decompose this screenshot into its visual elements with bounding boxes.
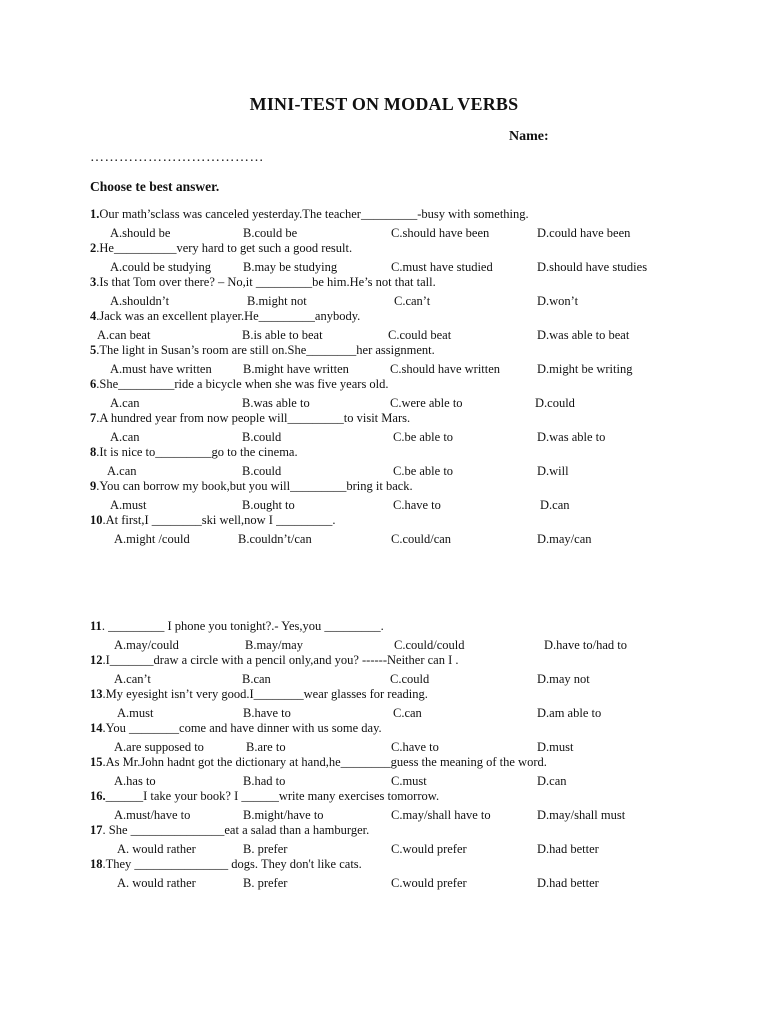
- option-a: A.has to: [114, 774, 156, 788]
- option-b: B.may/may: [245, 638, 303, 652]
- option-c: C.be able to: [393, 430, 454, 444]
- question-7: [90, 411, 410, 426]
- name-label: Name:: [509, 129, 549, 144]
- question-text: . She _______________eat a salad than a hamburger.: [102, 823, 370, 837]
- question-8: [90, 445, 298, 460]
- question-text: ______I take your book? I ______write many exercises tomorrow.: [105, 789, 440, 803]
- question-number: 2: [90, 241, 97, 255]
- option-b: B.can: [242, 672, 271, 686]
- option-d: D.can: [540, 498, 570, 512]
- option-d: D.was able to beat: [537, 328, 630, 342]
- options-row: [0, 532, 768, 549]
- question-text: .I_______draw a circle with a pencil only,and you? ------Neither can I .: [102, 653, 459, 667]
- option-b: B.have to: [243, 706, 291, 720]
- option-d: D.had better: [537, 842, 599, 856]
- question-text: Our math’sclass was canceled yesterday.The teacher_________-busy with something.: [99, 207, 529, 221]
- option-c: C.be able to: [393, 464, 454, 478]
- question-11: [90, 619, 384, 634]
- option-a: A.must: [117, 706, 154, 720]
- option-d: D.had better: [537, 876, 599, 890]
- option-c: C.should have written: [390, 362, 501, 376]
- option-d: D.might be writing: [537, 362, 633, 376]
- question-number: 13: [90, 687, 103, 701]
- option-c: C.should have been: [391, 226, 490, 240]
- question-12: [90, 653, 459, 668]
- option-a: A.can: [110, 396, 140, 410]
- question-6: [90, 377, 389, 392]
- option-d: D.was able to: [537, 430, 606, 444]
- option-c: C.could/can: [391, 532, 452, 546]
- option-d: D.am able to: [537, 706, 602, 720]
- option-b: B.couldn’t/can: [238, 532, 312, 546]
- option-d: D.have to/had to: [544, 638, 627, 652]
- option-b: B.had to: [243, 774, 286, 788]
- question-13: [90, 687, 428, 702]
- question-10: [90, 513, 335, 528]
- option-a: A.can’t: [114, 672, 151, 686]
- option-c: C.would prefer: [391, 876, 467, 890]
- option-c: C.have to: [393, 498, 441, 512]
- option-a: A.may/could: [114, 638, 179, 652]
- question-text: .As Mr.John hadnt got the dictionary at hand,he________guess the meaning of the word.: [102, 755, 547, 769]
- question-number: 6: [90, 377, 97, 391]
- instruction: Choose te best answer.: [90, 179, 220, 194]
- option-a: A.can: [110, 430, 140, 444]
- question-number: 5: [90, 343, 97, 357]
- question-4: [90, 309, 360, 324]
- option-a: A.shouldn’t: [110, 294, 170, 308]
- option-d: D.can: [537, 774, 567, 788]
- option-b: B.was able to: [242, 396, 310, 410]
- question-number: 9: [90, 479, 97, 493]
- question-number: 8: [90, 445, 97, 459]
- question-5: [90, 343, 435, 358]
- question-text: .At first,I ________ski well,now I _________.: [102, 513, 336, 527]
- option-a: A. would rather: [117, 876, 196, 890]
- question-number: 7: [90, 411, 97, 425]
- question-text: .My eyesight isn’t very good.I________wear glasses for reading.: [102, 687, 428, 701]
- option-b: B.could: [242, 430, 282, 444]
- option-b: B.could: [242, 464, 282, 478]
- question-text: .He__________very hard to get such a good result.: [96, 241, 353, 255]
- question-number: 3: [90, 275, 97, 289]
- option-b: B.are to: [246, 740, 286, 754]
- option-b: B. prefer: [243, 842, 288, 856]
- option-c: C.would prefer: [391, 842, 467, 856]
- question-text: .Is that Tom over there? – No,it _________be him.He’s not that tall.: [96, 275, 436, 289]
- name-blank: ………………………………: [90, 150, 264, 165]
- question-number: 18: [90, 857, 103, 871]
- option-c: C.have to: [391, 740, 439, 754]
- option-a: A.can beat: [97, 328, 151, 342]
- question-number: 4: [90, 309, 97, 323]
- question-text: .You can borrow my book,but you will_________bring it back.: [96, 479, 413, 493]
- question-text: . _________ I phone you tonight?.- Yes,you _________.: [101, 619, 384, 633]
- question-17: [90, 823, 369, 838]
- option-b: B.might not: [247, 294, 307, 308]
- question-number: 16.: [90, 789, 106, 803]
- option-c: C.could/could: [394, 638, 465, 652]
- option-b: B.might/have to: [243, 808, 324, 822]
- question-number: 17: [90, 823, 103, 837]
- option-c: C.must have studied: [391, 260, 493, 274]
- question-18: [90, 857, 362, 872]
- question-16: [90, 789, 439, 804]
- option-a: A.are supposed to: [114, 740, 204, 754]
- option-d: D.won’t: [537, 294, 579, 308]
- option-d: D.must: [537, 740, 574, 754]
- option-a: A.must have written: [110, 362, 212, 376]
- option-a: A.can: [107, 464, 137, 478]
- option-b: B.is able to beat: [242, 328, 323, 342]
- question-1: [90, 207, 529, 222]
- option-a: A.should be: [110, 226, 171, 240]
- option-d: D.may/can: [537, 532, 592, 546]
- page-title: MINI-TEST ON MODAL VERBS: [249, 94, 519, 114]
- option-d: D.will: [537, 464, 569, 478]
- question-text: .The light in Susan’s room are still on.She________her assignment.: [96, 343, 435, 357]
- option-c: C.can’t: [394, 294, 431, 308]
- question-9: [90, 479, 413, 494]
- question-text: .It is nice to_________go to the cinema.: [96, 445, 298, 459]
- option-a: A.must/have to: [114, 808, 191, 822]
- option-b: B.might have written: [243, 362, 349, 376]
- option-d: D.may not: [537, 672, 590, 686]
- option-a: A.must: [110, 498, 147, 512]
- option-b: B.could be: [243, 226, 298, 240]
- option-d: D.should have studies: [537, 260, 648, 274]
- option-a: A. would rather: [117, 842, 196, 856]
- option-c: C.could beat: [388, 328, 452, 342]
- question-3: [90, 275, 436, 290]
- question-text: .She_________ride a bicycle when she was five years old.: [96, 377, 389, 391]
- option-b: B.may be studying: [243, 260, 338, 274]
- option-b: B.ought to: [242, 498, 295, 512]
- question-text: .A hundred year from now people will_________to visit Mars.: [96, 411, 411, 425]
- option-c: C.can: [393, 706, 422, 720]
- question-15: [90, 755, 547, 770]
- question-text: .They _______________ dogs. They don't like cats.: [102, 857, 362, 871]
- question-number: 1.: [90, 207, 100, 221]
- option-c: C.could: [390, 672, 430, 686]
- question-2: [90, 241, 352, 256]
- option-d: D.could have been: [537, 226, 631, 240]
- option-a: A.might /could: [114, 532, 190, 546]
- option-c: C.must: [391, 774, 427, 788]
- question-number: 15: [90, 755, 103, 769]
- question-number: 14: [90, 721, 103, 735]
- question-text: .You ________come and have dinner with us some day.: [102, 721, 382, 735]
- option-d: D.could: [535, 396, 575, 410]
- question-14: [90, 721, 382, 736]
- option-c: C.may/shall have to: [391, 808, 491, 822]
- option-c: C.were able to: [390, 396, 463, 410]
- option-d: D.may/shall must: [537, 808, 626, 822]
- options-row: [0, 876, 768, 893]
- option-b: B. prefer: [243, 876, 288, 890]
- question-text: .Jack was an excellent player.He_________anybody.: [96, 309, 361, 323]
- question-number: 10: [90, 513, 103, 527]
- question-number: 12: [90, 653, 103, 667]
- option-a: A.could be studying: [110, 260, 212, 274]
- question-number: 11: [90, 619, 102, 633]
